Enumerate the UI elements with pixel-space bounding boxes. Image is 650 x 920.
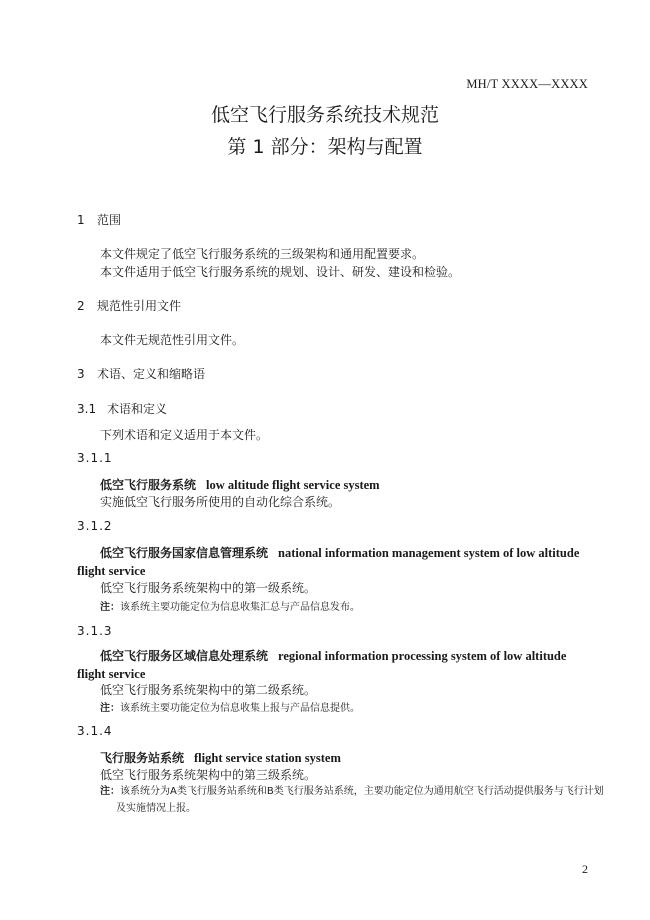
- note-text: 该系统主要功能定位为信息收集上报与产品信息提供。: [120, 703, 360, 714]
- term-note: [100, 598, 360, 613]
- term-number: 3.1.3: [77, 624, 113, 638]
- note-label: 注：: [100, 786, 120, 797]
- term-en: low altitude flight service system: [206, 478, 380, 492]
- term-zh: 低空飞行服务系统: [100, 478, 197, 492]
- term-number: 3.1.2: [77, 519, 113, 533]
- section-heading-terms: [77, 365, 205, 382]
- document-code: MH/T XXXX—XXXX: [466, 77, 588, 91]
- section-title: 术语、定义和缩略语: [97, 367, 206, 381]
- term-number: 3.1.1: [77, 451, 113, 465]
- paragraph: 本文件适用于低空飞行服务系统的规划、设计、研发、建设和检验。: [100, 265, 461, 279]
- section-title: 范围: [97, 213, 122, 227]
- subsection-number: 3.1: [77, 402, 97, 416]
- term-definition: 低空飞行服务系统架构中的第二级系统。: [100, 683, 317, 697]
- paragraph: 下列术语和定义适用于本文件。: [100, 428, 269, 442]
- term-definition: 低空飞行服务系统架构中的第三级系统。: [100, 768, 317, 782]
- term-definition: 低空飞行服务系统架构中的第一级系统。: [100, 581, 317, 595]
- section-number: 2: [77, 299, 85, 313]
- section-number: 3: [77, 367, 85, 381]
- term-zh: 飞行服务站系统: [100, 751, 185, 765]
- term-zh: 低空飞行服务区域信息处理系统: [100, 649, 269, 663]
- term-title: [100, 749, 341, 766]
- note-text: 该系统主要功能定位为信息收集汇总与产品信息发布。: [120, 602, 360, 613]
- term-en: regional information processing system of low altitude flight service: [77, 649, 567, 681]
- section-heading-scope: [77, 211, 121, 228]
- term-number: 3.1.4: [77, 724, 113, 738]
- term-title: [77, 647, 587, 683]
- term-note: [100, 783, 611, 817]
- page-number: 2: [582, 862, 588, 876]
- term-definition: 实施低空飞行服务所使用的自动化综合系统。: [100, 495, 341, 509]
- term-en: flight service station system: [194, 751, 341, 765]
- term-note: [100, 699, 360, 714]
- note-text: 该系统分为A类飞行服务站系统和B类飞行服务站系统，主要功能定位为通用航空飞行活动提供服务与飞行计划及实施情况上报。: [116, 786, 604, 814]
- document-subtitle: 第 1 部分：架构与配置: [227, 136, 423, 158]
- subsection-heading: [77, 400, 167, 417]
- paragraph: 本文件规定了低空飞行服务系统的三级架构和通用配置要求。: [100, 247, 425, 261]
- paragraph: 本文件无规范性引用文件。: [100, 333, 245, 347]
- subsection-title: 术语和定义: [107, 402, 168, 416]
- section-heading-normative-references: [77, 297, 181, 314]
- section-title: 规范性引用文件: [97, 299, 182, 313]
- term-en: national information management system of low altitude flight service: [77, 546, 580, 578]
- note-label: 注：: [100, 703, 120, 714]
- document-title: 低空飞行服务系统技术规范: [210, 104, 439, 126]
- note-label: 注：: [100, 602, 120, 613]
- term-title: [100, 476, 380, 493]
- term-zh: 低空飞行服务国家信息管理系统: [100, 546, 269, 560]
- term-title: [77, 544, 587, 580]
- section-number: 1: [77, 213, 85, 227]
